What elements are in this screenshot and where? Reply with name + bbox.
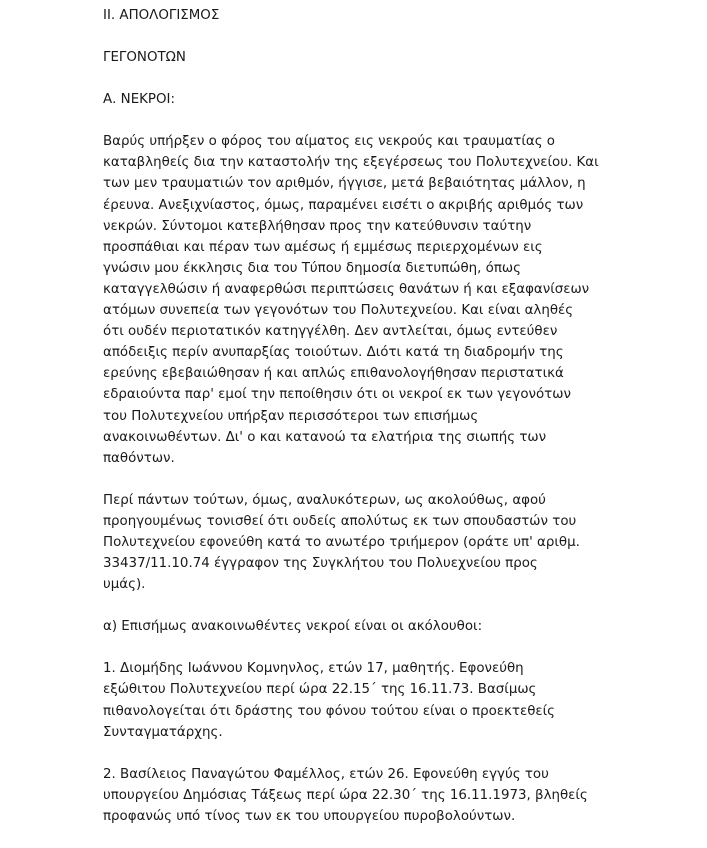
- paragraph-intro: Βαρύς υπήρξεν ο φόρος του αίματος εις νεκρούς και τραυματίας ο καταβληθείς δια την καταστολήν της εξεγέρσεως του Πολυτεχνείου. Και των μεν τραυματιών τον αριθμόν, ήγγισε, μετά βεβαιότητας μάλλον, η έρευνα. Ανεξιχνίαστος, όμως, παραμένει εισέτι ο ακριβής αριθμός των νεκρών. Σύντομοι κατεβλήθησαν προς την κατεύθυνσιν ταύτην προσπάθιαι και πέραν των αμέσως ή εμμέσως περιερχομένων εις γνώσιν μου έκκλησις δια του Τύπου δημοσία διετυπώθη, όπως καταγγελθώσιν ή αναφερθώσι περιπτώσεις θανάτων ή και εξαφανίσεων ατόμων συνεπεία των γεγονότων του Πολυτεχνείου. Και είναι αληθές ότι ουδέν περιοτατικόν κατηγγέλθη. Δεν αντλείται, όμως εντεύθεν απόδειξις περίν ανυπαρξίας τοιούτων. Διότι κατά τη διαδρομήν της ερεύνης εβεβαιώθησαν ή και απλώς επιθανολογήθησαν περιστατικά εδραιούντα παρ' εμοί την πεποίθησιν ότι οι νεκροί εκ των γεγονότων του Πολυτεχνείου υπήρξαν περισσότεροι των επισήμως ανακοινωθέντων. Δι' ο και κατανοώ τα ελατήρια της σιωπής των παθόντων.: [103, 134, 599, 466]
- list-item-1: 1. Διομήδης Ιωάννου Κομνηνλος, ετών 17, μαθητής. Εφονεύθη εξώθιτου Πολυτεχνείου περί ώρα 22.15΄ της 16.11.73. Βασίμως πιθανολογείται ότι δράστης του φόνου τούτου είναι ο προεκτεθείς Συνταγματάρχης.: [103, 661, 556, 740]
- list-item-2: 2. Βασίλειος Παναγώτου Φαμέλλος, ετών 26. Εφονεύθη εγγύς του υπουργείου Δημόσιας Τάξεως περί ώρα 22.30΄ της 16.11.1973, βληθείς προφανώς υπό τίνος των εκ του υπουργείου πυροβολούντων.: [103, 766, 588, 824]
- document-subheading: ΓΕΓΟΝΟΤΩΝ: [103, 50, 186, 66]
- paragraph-list-intro: α) Επισήμως ανακοινωθέντες νεκροί είναι οι ακόλουθοι:: [103, 619, 483, 635]
- document-heading: II. ΑΠΟΛΟΓΙΣΜΟΣ: [103, 8, 220, 23]
- section-title: Α. ΝΕΚΡΟΙ:: [103, 92, 176, 108]
- paragraph-analysis: Περί πάντων τούτων, όμως, αναλυκότερων, ως ακολούθως, αφού προηγουμένως τονισθεί ότι ουδείς απολύτως εκ των σπουδαστών του Πολυτεχνείου εφονεύθη κατά το ανωτέρο τριήμερον (οράτε υπ' αριθμ. 33437/11.10.74 έγγραφον της Συγκλήτου του Πολυεχνείου προς υμάς).: [103, 492, 580, 593]
- document-page: [103, 5, 603, 848]
